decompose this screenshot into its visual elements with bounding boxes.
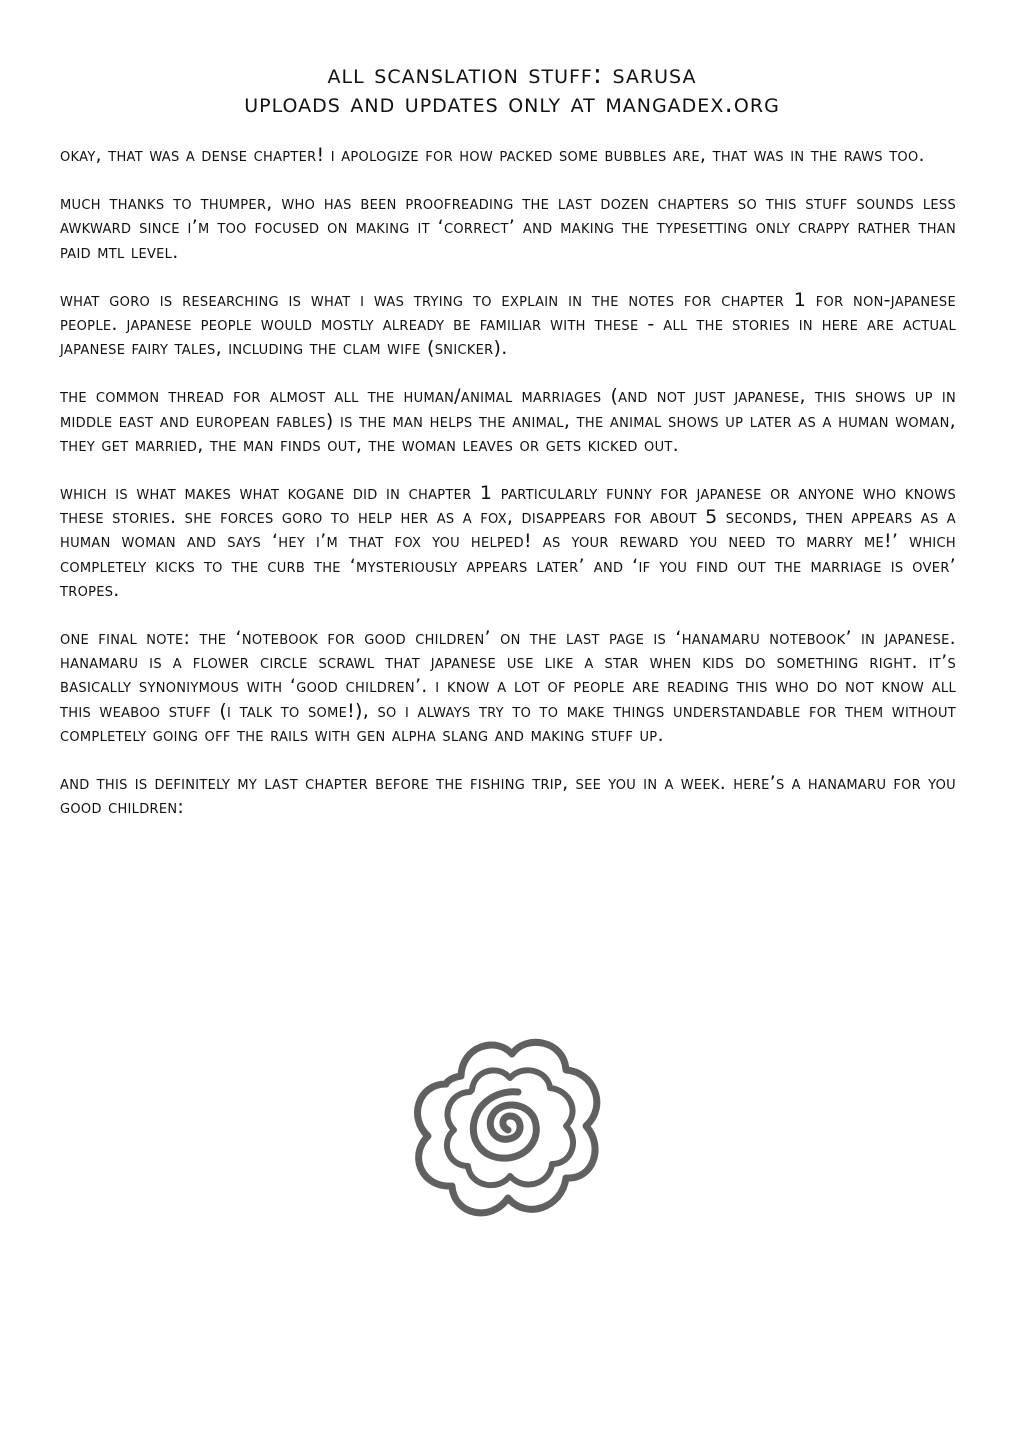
- paragraph-kogane: which is what makes what kogane did in chapter 1 particularly funny for japanese or anyone who knows these stories. she forces goro to help her as a fox, disappears for about 5 seconds, then appears as a human woman and says ‘hey i’m that fox you helped! as your reward you need to marry me!’ which completely kicks to the curb the ‘mysteriously appears later’ and ‘if you find out the marriage is over’ tropes.: [60, 482, 956, 601]
- header-credit-line: all scanslation stuff: sarusa: [327, 59, 697, 90]
- hanamaru-icon: [404, 1026, 608, 1230]
- header-upload-line: uploads and updates only at mangadex.org: [244, 88, 780, 119]
- paragraph-dense-chapter: okay, that was a dense chapter! i apologize for how packed some bubbles are, that was in the raws too.: [60, 144, 925, 166]
- notes-body: [60, 143, 956, 843]
- page-header: [0, 60, 1024, 118]
- paragraph-research: what goro is researching is what i was trying to explain in the notes for chapter 1 for non-japanese people. japanese people would mostly already be familiar with these - all the stories in here are actual japanese fairy tales, including the clam wife (snicker).: [60, 288, 956, 360]
- hanamaru-spiral: [473, 1092, 536, 1158]
- paragraph-thanks: much thanks to thumper, who has been proofreading the last dozen chapters so this stuff sounds less awkward since i’m too focused on making it ‘correct’ and making the typesetting only crappy rather than paid mtl level.: [60, 192, 956, 263]
- paragraph-sign-off: and this is definitely my last chapter before the fishing trip, see you in a week. here’s a hanamaru for you good children:: [60, 772, 956, 819]
- paragraph-final-note: one final note: the ‘notebook for good children’ on the last page is ‘hanamaru notebook’ in japanese. hanamaru is a flower circle scrawl that japanese use like a star when kids do something right. it’s basically synoniymous with ‘good children’. i know a lot of people are reading this who do not know all this weaboo stuff (i talk to some!), so i always try to to make things understandable for them without completely going off the rails with gen alpha slang and making stuff up.: [60, 627, 956, 746]
- paragraph-common-thread: the common thread for almost all the human/animal marriages (and not just japanese, this shows up in middle east and european fables) is the man helps the animal, the animal shows up later as a human woman, they get married, the man finds out, the woman leaves or gets kicked out.: [60, 385, 956, 456]
